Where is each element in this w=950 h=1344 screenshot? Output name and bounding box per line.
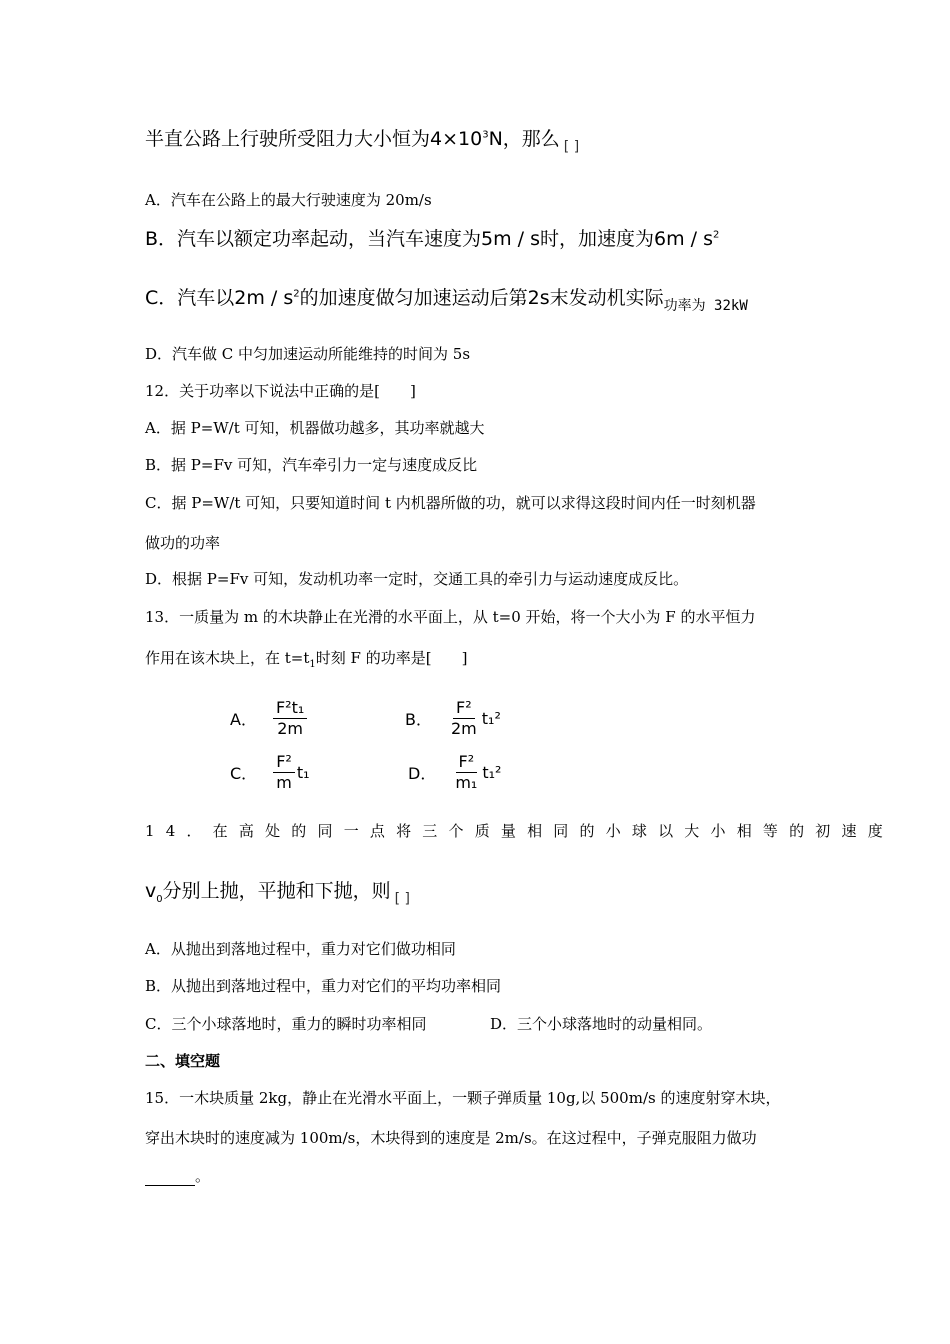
q13-option-c-label: C． xyxy=(230,764,258,783)
q13-stem-line1: 13．一质量为 m 的木块静止在光滑的水平面上，从 t=0 开始，将一个大小为 F 的水平恒力 xyxy=(145,608,756,626)
q14-stem-v-sub: 0 xyxy=(156,893,163,905)
q13-stem-line2 xyxy=(145,647,467,670)
q12-option-c-line1: C．据 P=W/t 可知，只要知道时间 t 内机器所做的功，就可以求得这段时间内任一时刻机器 xyxy=(145,494,756,512)
q13-option-c xyxy=(230,752,310,793)
q13-stem-line2-sub: 1 xyxy=(309,659,316,670)
q13-option-b xyxy=(405,698,501,739)
q13-option-b-denominator: 2m xyxy=(450,719,477,738)
q13-stem-line2-b: 时刻 F 的功率是[ ] xyxy=(315,649,468,667)
q15-line1: 15．一木块质量 2kg，静止在光滑水平面上，一颗子弹质量 10g,以 500m/s 的速度射穿木块， xyxy=(145,1089,781,1107)
q15-answer-blank[interactable] xyxy=(145,1171,195,1186)
q13-option-a-denominator: 2m xyxy=(277,719,303,738)
q13-stem-line2-a: 作用在该木块上，在 t=t xyxy=(145,649,310,667)
q11-stem-suffix: N，那么 xyxy=(488,128,560,150)
q13-option-d-fraction xyxy=(452,752,480,793)
q12-option-d: D．根据 P=Fv 可知，发动机功率一定时，交通工具的牵引力与运动速度成反比。 xyxy=(145,570,689,588)
q13-option-d-label: D． xyxy=(408,764,437,783)
q13-option-d-tail: t₁² xyxy=(482,763,502,782)
q14-stem-line2-text: 分别上抛，平抛和下抛，则 xyxy=(162,880,391,902)
q13-option-a-label: A． xyxy=(230,710,257,729)
q12-stem: 12．关于功率以下说法中正确的是[ ] xyxy=(145,382,416,400)
q13-option-c-tail: t₁ xyxy=(296,763,310,782)
q11-option-a: A．汽车在公路上的最大行驶速度为 20m/s xyxy=(145,191,432,209)
q13-option-b-label: B． xyxy=(405,710,432,729)
q11-stem-prefix: 半直公路上行驶所受阻力大小恒为4×10 xyxy=(145,128,483,150)
q13-option-a-fraction xyxy=(273,698,307,739)
q14-stem-v: v xyxy=(145,880,157,902)
q11-option-b-exp: 2 xyxy=(713,229,720,241)
q13-option-b-tail: t₁² xyxy=(481,709,501,728)
q12-option-b: B．据 P=Fv 可知，汽车牵引力一定与速度成反比 xyxy=(145,456,478,474)
q11-option-c-exp: 2 xyxy=(293,288,300,300)
q13-option-c-fraction xyxy=(273,752,295,793)
q11-option-d: D．汽车做 C 中匀加速运动所能维持的时间为 5s xyxy=(145,345,471,363)
q13-option-c-denominator: m xyxy=(276,773,292,792)
q13-option-d xyxy=(408,752,501,793)
q13-option-b-numerator: F² xyxy=(453,698,475,719)
q14-stem-line2 xyxy=(145,876,410,905)
section-title: 二、填空题 xyxy=(145,1052,221,1070)
q14-option-a: A．从抛出到落地过程中，重力对它们做功相同 xyxy=(145,940,456,958)
q13-option-c-numerator: F² xyxy=(273,752,295,773)
q13-option-b-fraction xyxy=(448,698,480,739)
q11-option-b-text: B．汽车以额定功率起动，当汽车速度为5m / s时，加速度为6m / s xyxy=(145,228,713,250)
q11-stem-exp: 3 xyxy=(482,129,489,141)
q15-line3-tail: 。 xyxy=(195,1167,211,1185)
q15-line3 xyxy=(145,1165,210,1186)
q12-option-c-line2: 做功的功率 xyxy=(145,534,221,552)
q12-option-a: A．据 P=W/t 可知，机器做功越多，其功率就越大 xyxy=(145,419,485,437)
q13-option-a xyxy=(230,698,309,739)
q14-stem-line1: 14．在高处的同一点将三个质量相同的小球以大小相等的初速度 xyxy=(145,822,894,840)
q11-option-c-prefix: C．汽车以2m / s xyxy=(145,287,294,309)
q15-line2: 穿出木块时的速度减为 100m/s，木块得到的速度是 2m/s。在这过程中，子弹克服阻力做功 xyxy=(145,1129,757,1147)
q11-stem xyxy=(145,124,580,155)
q13-option-a-numerator: F²t₁ xyxy=(273,698,307,719)
q11-option-c xyxy=(145,283,748,314)
q11-bracket: [ ] xyxy=(563,139,580,155)
q14-bracket: [ ] xyxy=(394,891,411,907)
q13-option-d-numerator: F² xyxy=(456,752,478,773)
q11-option-b xyxy=(145,224,719,251)
q11-option-c-small: 功率为 32kW xyxy=(663,298,748,314)
q14-option-d: D．三个小球落地时的动量相同。 xyxy=(490,1015,713,1033)
q13-option-d-denominator: m₁ xyxy=(455,773,478,792)
q14-option-c: C．三个小球落地时，重力的瞬时功率相同 xyxy=(145,1015,427,1033)
q14-option-b: B．从抛出到落地过程中，重力对它们的平均功率相同 xyxy=(145,977,502,995)
q11-option-c-mid: 的加速度做匀加速运动后第2s末发动机实际 xyxy=(299,287,664,309)
